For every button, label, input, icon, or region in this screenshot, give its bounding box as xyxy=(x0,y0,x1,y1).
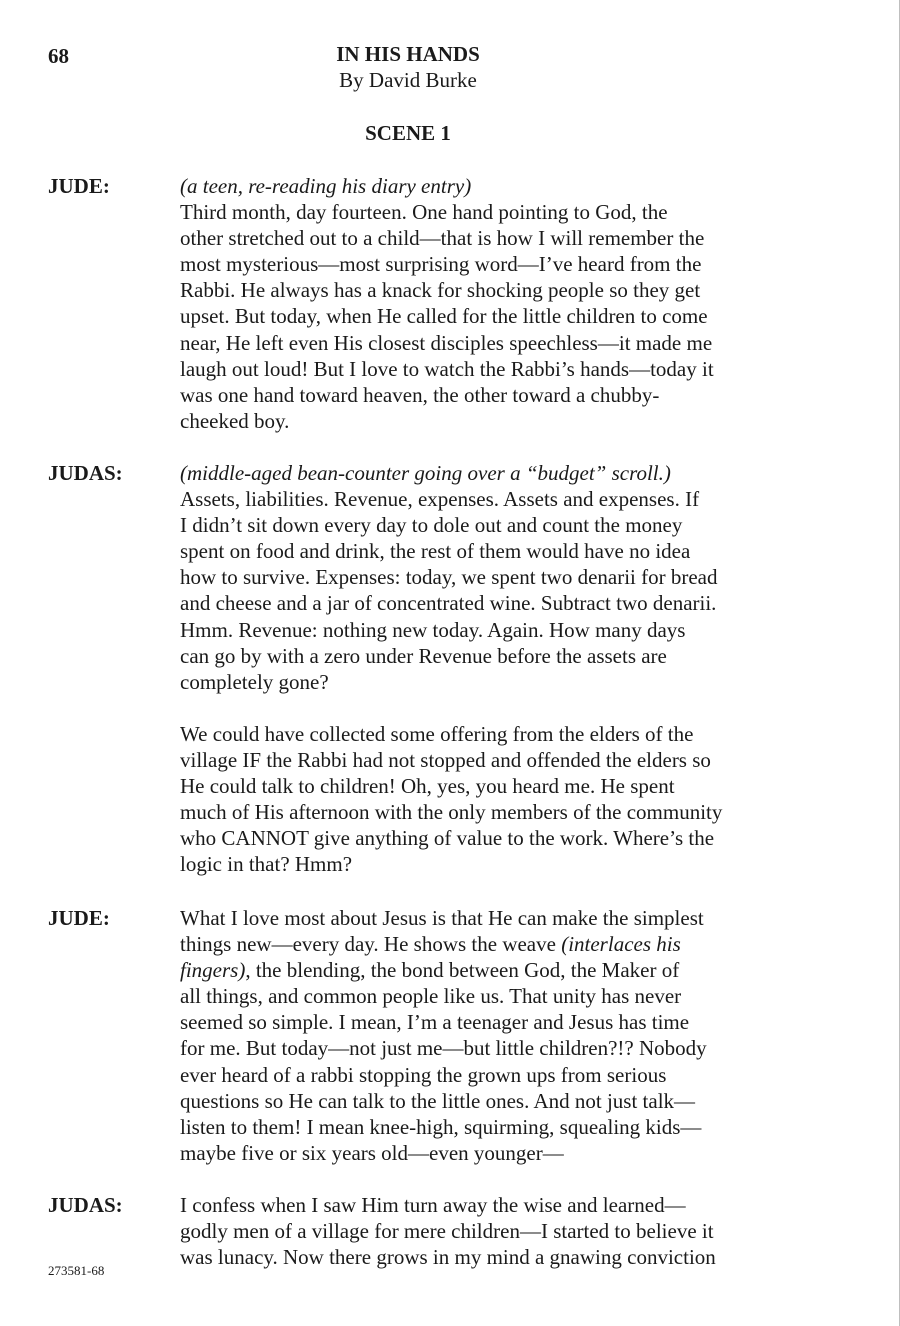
dialogue-line: Assets, liabilities. Revenue, expenses. Assets and expenses. If xyxy=(180,487,700,512)
stage-direction: (middle-aged bean-counter going over a “budget” scroll.) xyxy=(180,461,671,485)
dialogue-line: how to survive. Expenses: today, we spent two denarii for bread xyxy=(180,565,718,590)
dialogue-line: We could have collected some offering from the elders of the xyxy=(180,722,694,746)
dialogue-line: who CANNOT give anything of value to the work. Where’s the xyxy=(180,826,715,851)
dialogue-line: questions so He can talk to the little ones. And not just talk— xyxy=(180,1088,696,1113)
dialogue-line: and cheese and a jar of concentrated wine. Subtract two denarii. xyxy=(180,591,717,616)
dialogue-line: other stretched out to a child—that is how I will remember the xyxy=(180,226,705,251)
dialogue-line: can go by with a zero under Revenue before the assets are xyxy=(180,643,667,668)
dialogue-line: I confess when I saw Him turn away the wise and learned— xyxy=(180,1193,686,1217)
dialogue-line: He could talk to children! Oh, yes, you heard me. He spent xyxy=(180,774,675,799)
dialogue-line: much of His afternoon with the only members of the community xyxy=(180,800,723,825)
speaker-label: JUDE: xyxy=(48,906,110,930)
speaker-label: JUDAS: xyxy=(48,461,123,485)
dialogue-line xyxy=(180,931,752,957)
speech-block xyxy=(180,1192,752,1270)
dialogue-line: Rabbi. He always has a knack for shocking people so they get xyxy=(180,278,701,303)
dialogue-line: was lunacy. Now there grows in my mind a gnawing conviction xyxy=(180,1245,716,1270)
dialogue-line: maybe five or six years old—even younger— xyxy=(180,1140,564,1165)
scene-heading: SCENE 1 xyxy=(365,121,451,145)
dialogue-line: What I love most about Jesus is that He can make the simplest xyxy=(180,906,704,930)
dialogue-line: for me. But today—not just me—but little children?!? Nobody xyxy=(180,1036,707,1061)
speech-block xyxy=(180,173,752,434)
dialogue-line: logic in that? Hmm? xyxy=(180,852,353,877)
play-title: IN HIS HANDS xyxy=(336,42,480,66)
dialogue-text: things new—every day. He shows the weave xyxy=(180,932,562,957)
speech-block xyxy=(180,905,752,1166)
dialogue-line: Hmm. Revenue: nothing new today. Again. How many days xyxy=(180,617,686,642)
play-author: By David Burke xyxy=(339,68,477,92)
dialogue-text: , the blending, the bond between God, the Maker of xyxy=(245,958,680,983)
dialogue-line: seemed so simple. I mean, I’m a teenager and Jesus has time xyxy=(180,1010,690,1035)
dialogue-line: completely gone? xyxy=(180,669,329,694)
stage-direction: fingers) xyxy=(180,958,246,983)
dialogue-line: most mysterious—most surprising word—I’ve heard from the xyxy=(180,252,702,277)
dialogue-line: laugh out loud! But I love to watch the Rabbi’s hands—today it xyxy=(180,356,714,381)
dialogue-line: village IF the Rabbi had not stopped and offended the elders so xyxy=(180,748,711,773)
dialogue-line: Third month, day fourteen. One hand pointing to God, the xyxy=(180,200,668,225)
dialogue-line: I didn’t sit down every day to dole out and count the money xyxy=(180,513,683,538)
dialogue-line: all things, and common people like us. That unity has never xyxy=(180,984,682,1009)
footer-code: 273581-68 xyxy=(48,1263,105,1278)
dialogue-line: ever heard of a rabbi stopping the grown ups from serious xyxy=(180,1062,667,1087)
dialogue-line xyxy=(180,957,752,983)
dialogue-line: godly men of a village for mere children—I started to believe it xyxy=(180,1219,714,1244)
dialogue-line: was one hand toward heaven, the other toward a chubby- xyxy=(180,382,660,407)
stage-direction: (interlaces his xyxy=(561,932,681,957)
dialogue-line: near, He left even His closest disciples speechless—it made me xyxy=(180,330,713,355)
stage-direction: (a teen, re-reading his diary entry) xyxy=(180,174,472,198)
dialogue-line: cheeked boy. xyxy=(180,408,290,433)
page-number: 68 xyxy=(48,44,69,68)
speech-block xyxy=(180,721,752,878)
dialogue-line: spent on food and drink, the rest of them would have no idea xyxy=(180,539,691,564)
dialogue-line: upset. But today, when He called for the little children to come xyxy=(180,304,708,329)
speaker-label: JUDE: xyxy=(48,174,110,198)
dialogue-line: listen to them! I mean knee-high, squirming, squealing kids— xyxy=(180,1114,702,1139)
speaker-label: JUDAS: xyxy=(48,1193,123,1217)
speech-block xyxy=(180,460,752,695)
